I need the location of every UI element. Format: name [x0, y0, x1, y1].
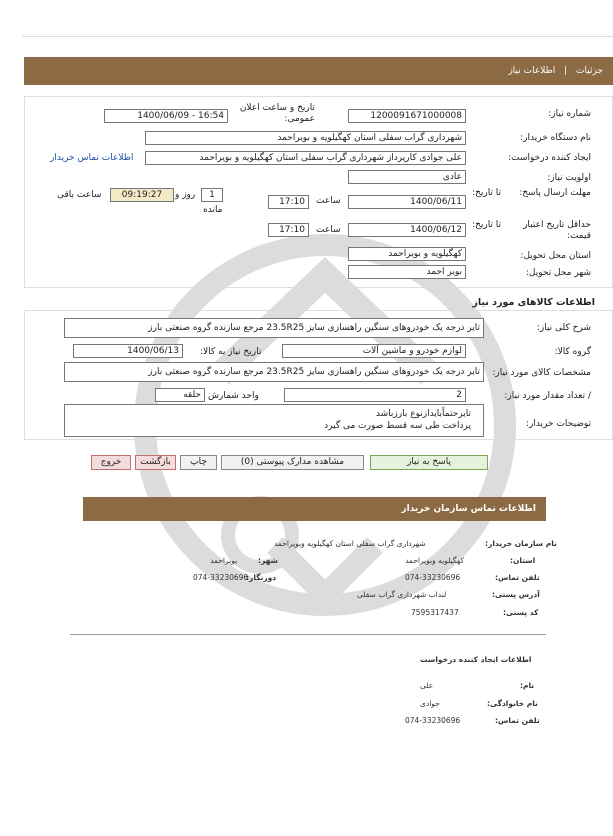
contact-divider: [70, 634, 546, 635]
remaining-time-field: 09:19:27: [110, 188, 174, 202]
creator-last-name-label: نام خانوادگی:: [487, 699, 538, 708]
contact-fax-value: 074-33230696: [193, 573, 249, 582]
creator-first-name-value: علی: [420, 681, 434, 690]
priority-field: عادی: [348, 170, 466, 184]
unit-field: حلقه: [155, 388, 205, 402]
contact-section-header: اطلاعات تماس سازمان خریدار: [83, 497, 546, 521]
desc-field: تایر درجه یک خودروهای سنگین راهسازی سایز 23.5R25 مرجع سازنده گروه صنعتی بارز: [64, 318, 484, 338]
days-label: روز و: [175, 190, 196, 200]
contact-province-value: کهگیلویه وبویراحمد: [405, 556, 465, 565]
top-divider: [22, 36, 613, 37]
days-field: 1: [201, 188, 223, 202]
city-label: شهر محل تحویل:: [525, 268, 591, 278]
deadline-date-field: 1400/06/11: [348, 195, 466, 209]
province-label: استان محل تحویل:: [520, 251, 591, 261]
print-button[interactable]: چاپ: [180, 455, 217, 470]
desc-label: شرح کلی نیاز:: [536, 323, 591, 333]
validity-until: تا تاریخ:: [472, 220, 502, 230]
deadline-until: تا تاریخ:: [472, 188, 502, 198]
buyer-org-label: نام دستگاه خریدار:: [520, 133, 591, 143]
contact-city-value: بویراحمد: [210, 556, 238, 565]
announce-field: 1400/06/09 - 16:54: [104, 109, 228, 123]
remaining-suffix: ساعت باقی: [57, 190, 102, 200]
exit-button[interactable]: خروج: [91, 455, 131, 470]
need-date-field: 1400/06/13: [73, 344, 183, 358]
province-field: کهگیلویه و بویراحمد: [348, 247, 466, 261]
buyer-name-value: شهرداری گراب سفلی استان کهگیلویه وبویراحمد: [274, 539, 426, 548]
deadline-time-field: 17:10: [268, 195, 309, 209]
buyer-org-field: شهرداری گراب سفلی استان کهگیلویه و بویراحمد: [145, 131, 466, 145]
creator-info-title: اطلاعات ایجاد کننده درخواست: [420, 655, 532, 664]
validity-time-label: ساعت: [316, 225, 341, 235]
creator-label: ایجاد کننده درخواست:: [508, 153, 591, 163]
announce-label: تاریخ و ساعت اعلان عمومی:: [239, 103, 315, 124]
notes-line-1: تایرحتماًبایدازنوع بارزباشد: [375, 409, 471, 419]
creator-phone-value: 074-33230696: [405, 716, 461, 725]
creator-field: علی جوادی کارپرداز شهرداری گراب سفلی استان کهگیلویه و بویراحمد: [145, 151, 466, 165]
contact-phone-label: تلفن تماس:: [495, 573, 540, 582]
address-label: آدرس پستی:: [492, 590, 540, 599]
tab-details[interactable]: جزئیات: [576, 66, 603, 76]
notes-label: توضیحات خریدار:: [525, 419, 591, 429]
tab-need-info[interactable]: اطلاعات نیاز: [508, 66, 556, 76]
deadline-label: مهلت ارسال پاسخ:: [519, 188, 591, 198]
validity-time-field: 17:10: [268, 223, 309, 237]
group-field: لوازم خودرو و ماشین آلات: [282, 344, 466, 358]
postal-code-label: کد پستی:: [503, 608, 539, 617]
page-header: [24, 57, 613, 85]
unit-label: واحد شمارش: [208, 391, 259, 401]
validity-label: حداقل تاریخ اعتبار قیمت:: [523, 220, 591, 241]
goods-section-title: اطلاعات کالاهای مورد نیاز: [472, 297, 595, 308]
creator-phone-label: تلفن تماس:: [495, 716, 540, 725]
creator-last-name-value: جوادی: [420, 699, 440, 708]
buyer-name-label: نام سازمان خریدار:: [485, 539, 557, 548]
contact-phone-value: 074-33230696: [405, 573, 461, 582]
contact-province-label: استان:: [510, 556, 536, 565]
notes-field: [64, 404, 484, 437]
contact-city-label: شهر:: [258, 556, 278, 565]
postal-code-value: 7595317437: [411, 608, 459, 617]
reply-button[interactable]: پاسخ به نیاز: [370, 455, 488, 470]
breadcrumb-sep: |: [564, 66, 568, 76]
contact-fax-label: دورنگار:: [246, 573, 277, 582]
address-value: لنداب شهرداری گراب سفلی: [357, 590, 447, 599]
need-number-field: 1200091671000008: [348, 109, 466, 123]
spec-label: مشخصات کالای مورد نیاز:: [492, 368, 591, 378]
qty-field: 2: [284, 388, 466, 402]
spec-field: تایر درجه یک خودروهای سنگین راهسازی سایز 23.5R25 مرجع سازنده گروه صنعتی بارز: [64, 362, 484, 382]
priority-label: اولویت نیاز:: [547, 173, 591, 183]
notes-line-2: پرداخت طی سه قسط صورت می گیرد: [324, 421, 471, 431]
deadline-time-label: ساعت: [316, 196, 341, 206]
need-date-label: تاریخ نیاز به کالا:: [200, 347, 262, 357]
qty-label: / تعداد مقدار مورد نیاز:: [504, 391, 591, 401]
creator-first-name-label: نام:: [520, 681, 535, 690]
back-button[interactable]: بازگشت: [135, 455, 176, 470]
validity-date-field: 1400/06/12: [348, 223, 466, 237]
group-label: گروه کالا:: [554, 347, 591, 357]
view-attachments-button[interactable]: مشاهده مدارک پیوستی (0): [221, 455, 364, 470]
remaining-label: مانده: [203, 205, 223, 215]
city-field: بویر احمد: [348, 265, 466, 279]
need-number-label: شماره نیاز:: [548, 109, 591, 119]
buyer-contact-link[interactable]: اطلاعات تماس خریدار: [50, 153, 134, 163]
